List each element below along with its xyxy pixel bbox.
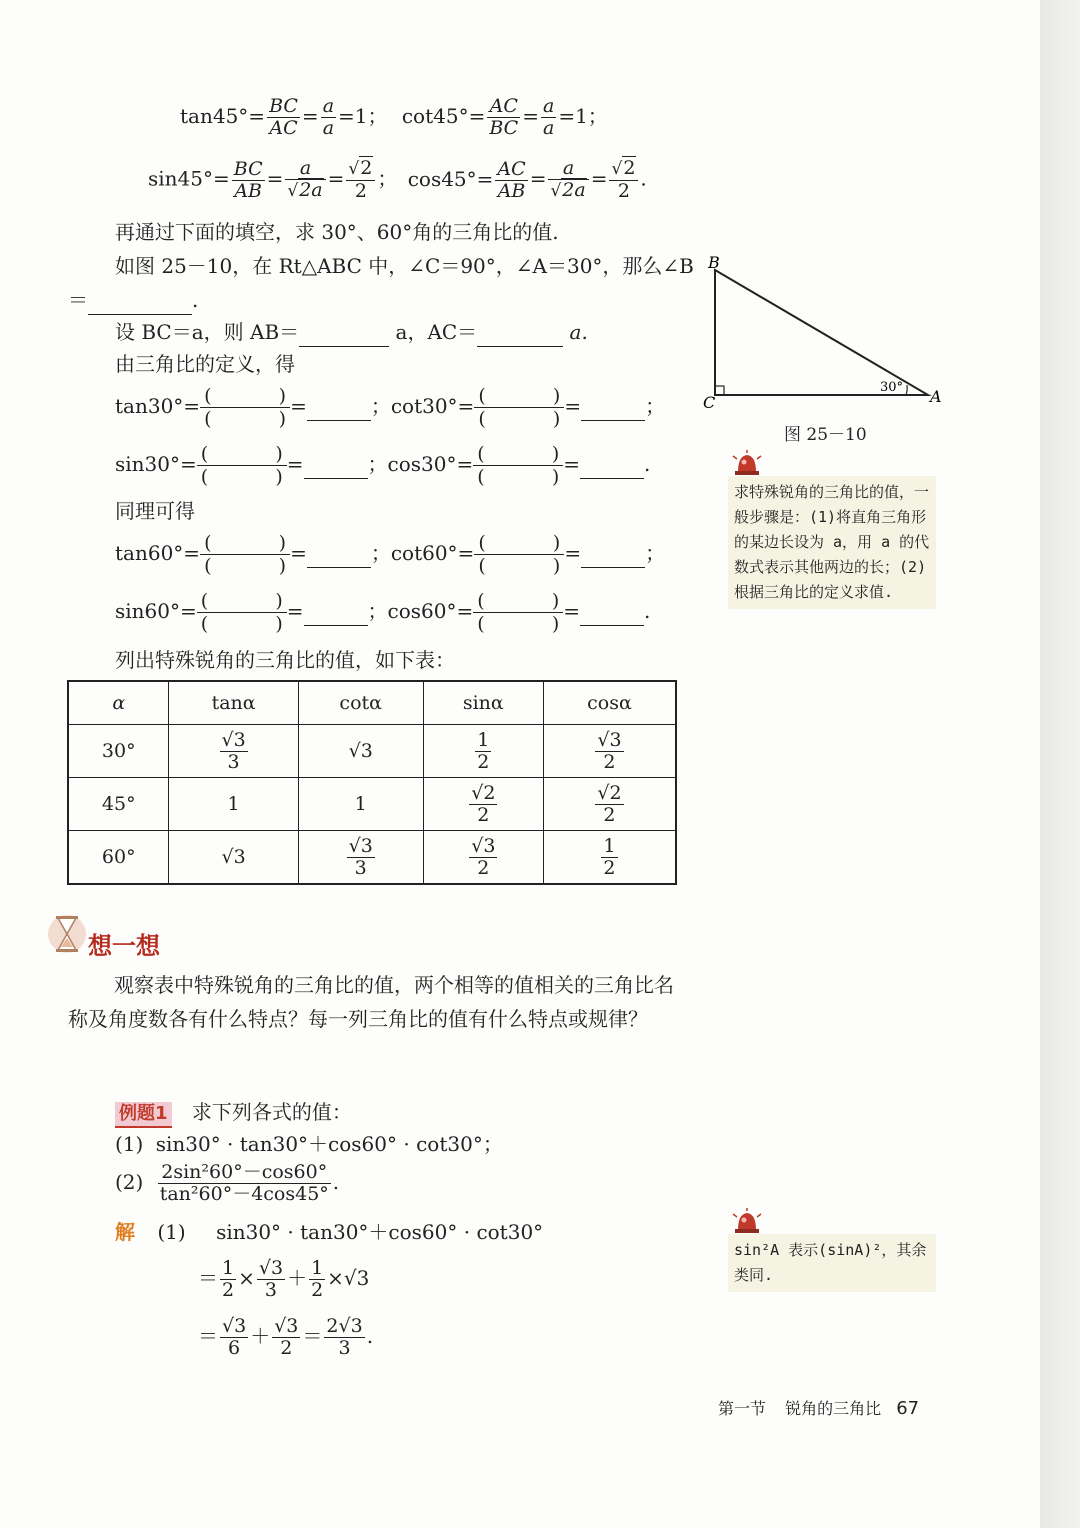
fill-line-tan30-cot30: tan30°= ( ) ( ) = ；cot30°= ( ) ( ) = ； (115, 385, 666, 430)
right-triangle-figure (700, 250, 950, 420)
alarm-bell-icon (732, 1208, 762, 1234)
example-prompt: 求下列各式的值： (191, 1100, 352, 1124)
angle-cell: 45° (68, 778, 169, 831)
footer-chapter: 锐角的三角比 (785, 1399, 882, 1418)
figure-caption: 图 25－10 (784, 425, 867, 445)
header-cot: cotα (298, 681, 423, 725)
solution-line: 解 (1) sin30° · tan30°＋cos60° · cot30° (115, 1220, 544, 1244)
paragraph-set-bc: 设 BC＝a，则 AB＝ a，AC＝ a. (115, 318, 588, 347)
table-row (68, 778, 676, 831)
paragraph-intro: 再通过下面的填空，求 30°、60°角的三角比的值. (115, 220, 559, 244)
cot45-label: cot45°= (401, 104, 486, 128)
label-a: A (930, 387, 942, 406)
frac-a-a: $\frac{a}{a}$ (322, 95, 335, 139)
value-cell: $\frac{√3}{2}$ (423, 831, 543, 885)
value-cell: √3 (169, 831, 298, 885)
value-cell: $\frac{√3}{3}$ (169, 725, 298, 778)
header-alpha: α (68, 681, 169, 725)
frac-ac-ab: $\frac{AC}{AB}$ (497, 157, 526, 202)
frac-bc-ab: $\frac{BC}{AB}$ (233, 157, 263, 202)
table-row (68, 725, 676, 778)
frac-bc-ac: $\frac{BC}{AC}$ (269, 95, 298, 139)
table-row (68, 831, 676, 885)
footer-section: 第一节 (718, 1399, 767, 1418)
think-question: 观察表中特殊锐角的三角比的值，两个相等的值相关的三角比名称及角度数各有什么特点？每一列三角比的值有什么特点或规律？ (68, 973, 674, 1031)
fill-line-tan60-cot60: tan60°= ( ) ( ) = ；cot60°= ( ) ( ) = ； (115, 532, 666, 577)
blank-angle-b (88, 286, 192, 315)
header-cos: cosα (543, 681, 676, 725)
page-number: 67 (896, 1398, 920, 1419)
solution-label: 解 (115, 1220, 135, 1244)
side-note-squared: sin²A 表示(sinA)²，其余类同. (728, 1234, 936, 1292)
value-cell: 1 (169, 778, 298, 831)
value-cell: $\frac{1}{2}$ (423, 725, 543, 778)
angle-cell: 30° (68, 725, 169, 778)
frac-sqrt2-2: $\frac{√2}{2}$ (346, 158, 375, 202)
side-note-steps: 求特殊锐角的三角比的值，一般步骤是：(1)将直角三角形的某边长设为 a，用 a 的代数式表示其他两边的长；(2)根据三角比的定义求值. (728, 476, 936, 609)
angle-cell: 60° (68, 831, 169, 885)
hourglass-icon (46, 910, 88, 956)
paragraph-similarly: 同理可得 (115, 499, 195, 523)
fill-line-sin60-cos60: sin60°= ( ) ( ) = ；cos60°= ( ) ( ) = . (115, 590, 651, 635)
value-cell: $\frac{√2}{2}$ (543, 778, 676, 831)
special-angle-table (67, 680, 677, 885)
sin45-label: sin45°= (148, 166, 230, 191)
example-header (115, 1098, 352, 1128)
cos45-label: cos45°= (407, 166, 494, 191)
triangle-abc (715, 270, 928, 395)
example-question-1: (1) sin30° · tan30°＋cos60° · cot30°； (115, 1132, 503, 1156)
formula-tan45-cot45: tan45°= $\frac{BC}{AC}$ = $\frac{a}{a}$ =1； cot45°= $\frac{AC}{BC}$ = $\frac{a}{a}$ =1； (180, 95, 608, 139)
alarm-bell-icon (732, 450, 762, 476)
angle-30-label: 30° (880, 380, 904, 395)
frac-a-sqrt2a-2: $\frac{a}{√2a}$ (548, 158, 588, 202)
value-cell: √3 (298, 725, 423, 778)
value-cell: $\frac{√3}{2}$ (543, 725, 676, 778)
right-angle-mark (715, 386, 724, 395)
value-cell: 1 (298, 778, 423, 831)
value-cell: $\frac{√3}{3}$ (298, 831, 423, 885)
frac-ac-bc: $\frac{AC}{BC}$ (489, 95, 519, 139)
label-b: B (708, 253, 720, 272)
example-question-2: (2) $\frac{\text{2sin²60°－cos60°}}{\text{tan²60°－4cos45°}}$ . (115, 1161, 340, 1205)
tan45-label: tan45°= (180, 104, 266, 128)
fill-line-sin30-cos30: sin30°= ( ) ( ) = ；cos30°= ( ) ( ) = . (115, 443, 651, 488)
header-tan: tanα (169, 681, 298, 725)
page-footer (718, 1396, 919, 1419)
blank-ab (299, 318, 389, 347)
example-tag: 例题1 (115, 1102, 172, 1128)
header-sin: sinα (423, 681, 543, 725)
label-c: C (703, 393, 716, 412)
paragraph-angle-b: ＝ . (68, 286, 198, 315)
page-edge-shadow (1040, 0, 1080, 1528)
frac-sqrt2-2-b: $\frac{√2}{2}$ (609, 158, 638, 202)
solution-step-2: ＝ $\frac{√3}{6}$ ＋ $\frac{√3}{2}$ ＝ $\frac{2√3}{3}$ . (198, 1315, 374, 1359)
think-title: 想一想 (88, 932, 160, 960)
value-cell: $\frac{√2}{2}$ (423, 778, 543, 831)
paragraph-definition: 由三角比的定义，得 (115, 352, 295, 376)
paragraph-table-intro: 列出特殊锐角的三角比的值，如下表： (115, 648, 455, 672)
frac-a-sqrt2a: $\frac{a}{√2a}$ (285, 158, 325, 202)
blank-ac (477, 318, 563, 347)
paragraph-figure-ref: 如图 25－10，在 Rt△ABC 中，∠C＝90°，∠A＝30°，那么∠B (115, 254, 694, 278)
formula-sin45-cos45: sin45°= $\frac{BC}{AB}$ = $\frac{a}{√2a}$ = $\frac{√2}{2}$ ； cos45°= $\frac{AC}{AB}$ = $\frac{a}{√2a}$ = $\frac{√2}{2}$ . (148, 157, 647, 202)
solution-step-1: ＝ $\frac{1}{2}$ × $\frac{√3}{3}$ ＋ $\frac{1}{2}$ ×√3 (198, 1257, 370, 1301)
angle-arc (906, 385, 907, 395)
table-header-row (68, 681, 676, 725)
frac-a-a-2: $\frac{a}{a}$ (542, 95, 555, 139)
value-cell: $\frac{1}{2}$ (543, 831, 676, 885)
